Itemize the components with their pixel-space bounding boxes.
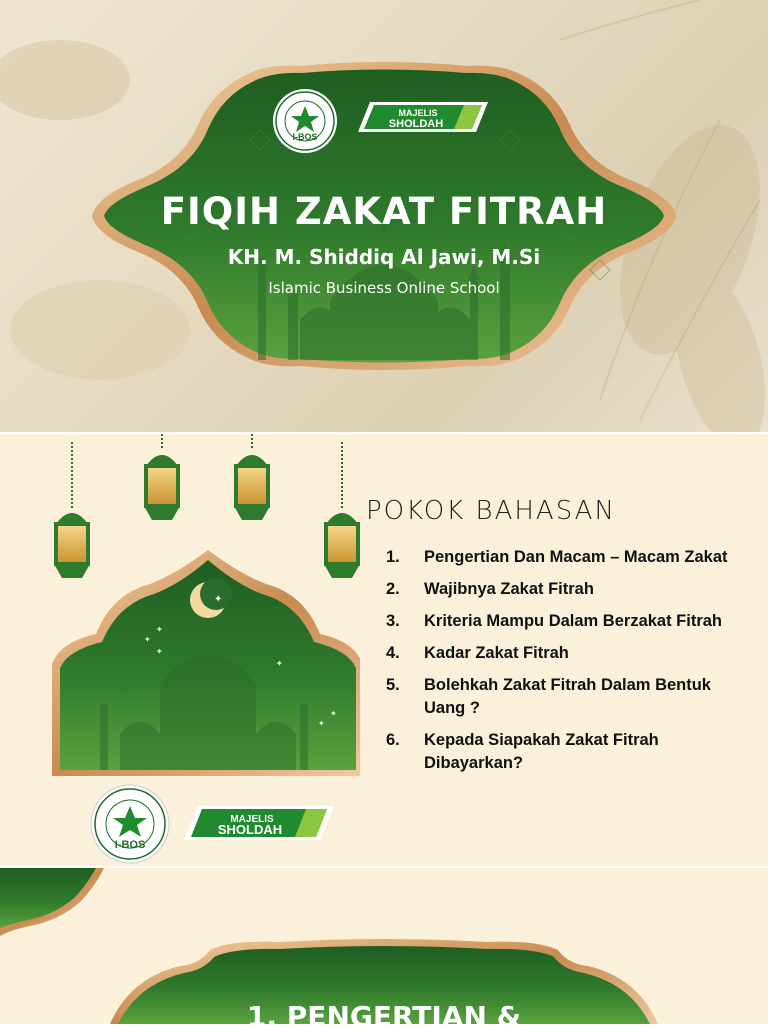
ibos-logo-label: I-BOS xyxy=(114,839,146,851)
svg-text:✦: ✦ xyxy=(276,659,283,668)
ibos-logo xyxy=(90,784,170,864)
sholdah-line1: MAJELIS xyxy=(230,814,274,825)
topic-number: 5. xyxy=(386,676,400,694)
topic-list xyxy=(386,546,736,784)
svg-text:✦: ✦ xyxy=(330,709,337,718)
slide-title: FIQIH ZAKAT FITRAH xyxy=(160,190,608,233)
topic-number: 1. xyxy=(386,548,400,566)
title-slide xyxy=(0,0,768,432)
sholdah-logo xyxy=(182,804,336,842)
topic-text: Bolehkah Zakat Fitrah Dalam Bentuk Uang ? xyxy=(424,676,711,717)
topic-text: Pengertian Dan Macam – Macam Zakat xyxy=(424,548,728,566)
svg-text:✦: ✦ xyxy=(318,719,325,728)
section-title: 1. PENGERTIAN & xyxy=(246,1000,522,1033)
svg-text:✦: ✦ xyxy=(144,635,151,644)
agenda-heading: POKOK BAHASAN xyxy=(366,496,616,526)
list-item xyxy=(386,729,736,775)
sholdah-logo xyxy=(356,100,490,134)
ibos-logo-label: I-BOS xyxy=(292,132,318,142)
topic-text: Wajibnya Zakat Fitrah xyxy=(424,580,594,598)
topic-number: 3. xyxy=(386,612,400,630)
svg-text:✦: ✦ xyxy=(156,647,163,656)
svg-text:✦: ✦ xyxy=(156,625,163,634)
topic-number: 6. xyxy=(386,731,400,749)
lantern-icon xyxy=(234,455,270,520)
list-item xyxy=(386,578,736,601)
lantern-icon xyxy=(324,513,360,578)
topic-number: 4. xyxy=(386,644,400,662)
lanterns-and-mosque-art xyxy=(0,434,360,866)
lantern-icon xyxy=(54,513,90,578)
list-item xyxy=(386,610,736,633)
list-item xyxy=(386,546,736,569)
topic-text: Kriteria Mampu Dalam Berzakat Fitrah xyxy=(424,612,723,630)
sholdah-line2: SHOLDAH xyxy=(388,118,444,130)
topic-text: Kadar Zakat Fitrah xyxy=(424,644,569,662)
organization-name: Islamic Business Online School xyxy=(268,279,500,297)
sholdah-line2: SHOLDAH xyxy=(217,822,283,837)
list-item xyxy=(386,642,736,665)
topic-text: Kepada Siapakah Zakat Fitrah Dibayarkan? xyxy=(424,731,659,772)
ibos-logo xyxy=(272,88,338,154)
topic-number: 2. xyxy=(386,580,400,598)
sholdah-line1: MAJELIS xyxy=(398,108,438,118)
svg-text:✦: ✦ xyxy=(214,594,223,605)
speaker-name: KH. M. Shiddiq Al Jawi, M.Si xyxy=(227,245,541,269)
lantern-icon xyxy=(144,455,180,520)
list-item xyxy=(386,674,736,720)
